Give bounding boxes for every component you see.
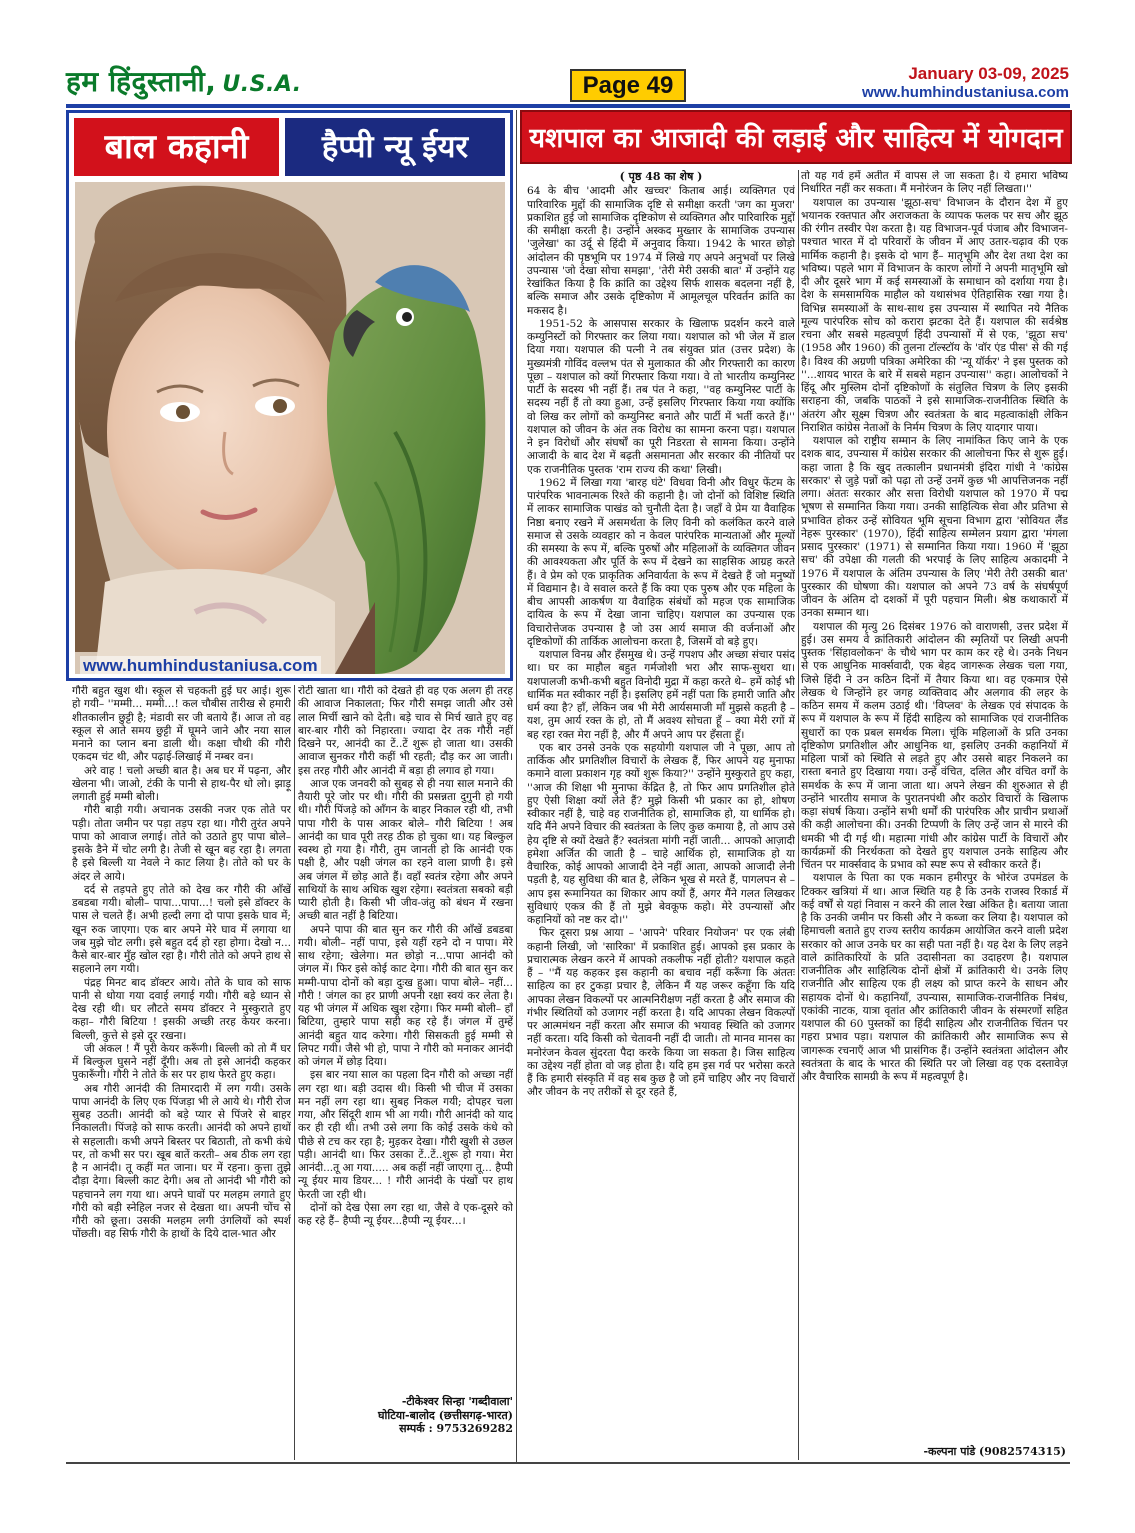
paragraph: इस बार नया साल का पहला दिन गौरी को अच्छा नहीं लग रहा था। बड़ी उदास थी। किसी भी चीज में उसका मन नहीं लग रहा था। सुबह निकल गयी; दोपहर चला गया, और सिंदूरी शाम भी आ गयी। गौरी आनंदी को याद कर ही रही थी। तभी उसे लगा कि कोई उसके कंधे को पीछे से टच कर रहा है; मुड़कर देखा। गौरी खुशी से उछल पड़ी। आनंदी था। फिर उसका टें..टें..शुरू हो गया। मेरा आनंदी...तू आ गया..... अब कहीं नहीं जाएगा तू... हैप्पी न्यू ईयर माय डियर... ! गौरी आनंदी के पंखों पर हाथ फेरती जा रही थी।: [298, 1069, 513, 1201]
author-name: -टीकेश्वर सिन्हा 'गब्दीवाला': [401, 1395, 513, 1408]
author-contact: सम्पर्क : 9753269282: [399, 1422, 513, 1435]
paragraph: आज एक जनवरी को सुबह से ही नया साल मनाने की तैयारी पूरे जोर पर थी। गौरी की प्रसन्नता दुगुनी हो गयी थी। गौरी पिंजड़े को आँगन के बाहर निकाल रही थी, तभी पापा गौरी के पास आकर बोले– गौरी बिटिया ! अब आनंदी का घाव पूरी तरह ठीक हो चुका था। यह बिल्कुल स्वस्थ हो गया है। गौरी, तुम जानती हो कि आनंदी एक पक्षी है, और पक्षी जंगल का रहने वाला प्राणी है। इसे अब जंगल में छोड़ आते हैं। वहाँ स्वतंत्र रहेगा और अपने साथियों के साथ अधिक खुश रहेगा। स्वतंत्रता सबको बड़ी प्यारी होती है। किसी भी जीव-जंतु को बंधन में रखना अच्छी बात नहीं है बिटिया।: [298, 777, 513, 923]
author-place: घोटिया-बालोद (छत्तीसगढ़-भारत): [378, 1408, 513, 1422]
photo-illustration: [75, 182, 505, 674]
site-url-link[interactable]: www.humhindustaniusa.com: [862, 84, 1069, 101]
masthead-divider: [66, 104, 1070, 108]
paragraph: 1951-52 के आसपास सरकार के खिलाफ प्रदर्शन करने वाले कम्युनिस्टों को गिरफ्तार कर लिया गया। यशपाल को भी जेल में डाल दिया गया। यशपाल की पत्नी ने तब संयुक्त प्रांत (उत्तर प्रदेश) के मुख्यमंत्री गोविंद वल्लभ पंत से मुलाकात की और गिरफ्तारी का कारण पूछा – यशपाल को क्यों गिरफ्तार किया गया। वे तो भारतीय कम्युनिस्ट पार्टी के सदस्य भी नहीं हैं। तब पंत ने कहा, ''वह कम्युनिस्ट पार्टी के सदस्य नहीं हैं तो क्या हुआ, उन्हें इसलिए गिरफ्तार किया गया क्योंकि वो लिख कर लोगों को कम्युनिस्ट बनाते और पार्टी में भर्ती करते हैं।'' यशपाल को जीवन के अंत तक विरोध का सामना करना पड़ा। यशपाल ने इन विरोधों और संघर्षों का पूरी निडरता से सामना किया। उन्होंने आजादी के बाद देश में बढ़ती असमानता और सरकार की नीतियों पर एक राजनीतिक पुस्तक 'राम राज्य की कथा' लिखी।: [527, 317, 795, 476]
paragraph: फिर दूसरा प्रश्न आया – 'आपने' परिवार नियोजन' पर एक लंबी कहानी लिखी, जो 'सारिका' में प्रकाशित हुई। आपको इस प्रकार के प्रचारात्मक लेखन करने में आपको तकलीफ नहीं होती? यशपाल कहते हैं – ''मैं यह कहकर इस कहानी का बचाव नहीं करूँगा कि अंततः साहित्य का हर टुकड़ा प्रचार है, लेकिन मैं यह जरूर कहूँगा कि यदि आपका लेखन विकल्पों पर आत्मनिरीक्षण नहीं करता है और समाज की गंभीर स्थितियों को उजागर नहीं करता है। यदि आपका लेखन विकल्पों पर आत्ममंथन नहीं करता और समाज की भयावह स्थिति को उजागर नहीं करता। यदि किसी को चेतावनी नहीं दी जाती। तो मानव मानस का मनोरंजन केवल सुंदरता पैदा करके किया जा सकता है। जिस साहित्य का उद्देश्य नहीं होता वो जड़ होता है। यदि हम इस गर्व पर भरोसा करते हैं कि हमारी संस्कृति में वह सब कुछ है जो हमें चाहिए और नए विचारों और जीवन के नए तरीकों से दूर रहते हैं,: [527, 927, 795, 1099]
story-category-title: बाल कहानी: [74, 118, 279, 176]
left-story-column-2: [298, 685, 513, 1385]
paragraph: अरे वाह ! चलो अच्छी बात है। अब घर में पढ़ना, और खेलना भी। जाओ, टंकी के पानी से हाथ-पैर धो लो। झाड़ू लगाती हुई मम्मी बोली।: [72, 764, 291, 803]
paragraph: तो यह गर्व हमें अतीत में वापस ले जा सकता है। ये हमारा भविष्य निर्धारित नहीं कर सकता। मैं मनोरंजन के लिए नहीं लिखता।'': [801, 170, 1068, 196]
photo-watermark-url: www.humhindustaniusa.com: [80, 656, 321, 676]
column-divider: [798, 170, 799, 1460]
child-with-parrot-photo: [75, 182, 505, 674]
paragraph: एक बार उनसे उनके एक सहयोगी यशपाल जी ने पूछा, आप तो तार्किक और प्रगतिशील विचारों के लेखक हैं, फिर आपने यह मुनाफा कमाने वाला प्रकाशन गृह क्यों शुरू किया?'' उन्होंने मुस्कुराते हुए कहा, ''आज की शिक्षा भी मुनाफा केंद्रित है, तो फिर आप प्रगतिशील होते हुए ऐसी शिक्षा क्यों लेते हैं? मुझे किसी भी प्रकार का हो, शोषण स्वीकार नहीं है, चाहे वह राजनीतिक हो, सामाजिक हो, या धार्मिक हो। यदि मैंने अपने विचार की स्वतंत्रता के लिए कुछ कमाया है, तो आप उसे हेय दृष्टि से क्यों देखते हैं? स्वतंत्रता मांगी नहीं जाती... आपको आज़ादी हमेशा अर्जित की जाती है – चाहे आर्थिक हो, सामाजिक हो या वैचारिक, कोई आपको आजादी देने नहीं आता, आपको आजादी लेनी पड़ती है, यह सुविधा की बात है, लेकिन भूख से मरते हैं, पागलपन से – आप इस रूमानियत का शिकार आप क्यों हैं, अगर मैंने गलत लिखकर सुविधाएं एकत्र की हैं तो मुझे बेवकूफ कहो। मेरे उपन्यासों और कहानियों को नष्ट कर दो।'': [527, 741, 795, 926]
paragraph: रोटी खाता था। गौरी को देखते ही वह एक अलग ही तरह की आवाज निकालता; फिर गौरी समझ जाती और उसे लाल मिर्ची खाने को देती। बड़े चाव से मिर्च खाते हुए वह बार-बार गौरी को निहारता। ज्यादा देर तक गौरी नहीं दिखने पर, आनंदी का टें..टें शुरू हो जाता था। उसकी आवाज सुनकर गौरी कहीं भी रहती; दौड़ कर आ जाती। इस तरह गौरी और आनंदी में बड़ा ही लगाव हो गया।: [298, 685, 513, 777]
article-title: यशपाल का आजादी की लड़ाई और साहित्य में योगदान: [520, 110, 1072, 164]
paragraph: दर्द से तड़पते हुए तोते को देख कर गौरी की आँखें डबडबा गयी। बोली– पापा...पापा...! चलो इसे डॉक्टर के पास ले चलते हैं। अभी हल्दी लगा दो पापा इसके घाव में; खून रुक जाएगा। एक बार अपने मेरे घाव में लगाया था जब मुझे चोट लगी। इसे बहुत दर्द हो रहा होगा। देखो न... कैसे बार-बार मुँह खोल रहा है। गौरी तोते को अपने हाथ से सहलाने लग गयी।: [72, 883, 291, 976]
paragraph: यशपाल की मृत्यु 26 दिसंबर 1976 को वाराणसी, उत्तर प्रदेश में हुई। उस समय वे क्रांतिकारी आंदोलन की स्मृतियों पर लिखी अपनी पुस्तक 'सिंहावलोकन' के चौथे भाग पर काम कर रहे थे। उनके निधन से एक आधुनिक मार्क्सवादी, एक बेहद जागरूक लेखक चला गया, जिसे हिंदी ने उन कठिन दिनों में तैयार किया था। वह एकमात्र ऐसे लेखक थे जिन्होंने हर जगह व्यक्तिवाद और अलगाव की लहर के कठिन समय में कलम उठाई थी। 'विप्लव' के लेखक एवं संपादक के रूप में यशपाल के रूप में हिंदी साहित्य को सामाजिक एवं राजनीतिक सुधारों का एक प्रबल समर्थक मिला। चूंकि महिलाओं के प्रति उनका दृष्टिकोण प्रगतिशील और आधुनिक था, इसलिए उनकी कहानियों में महिला पात्रों को स्थिति से लड़ते हुए और उससे बाहर निकलने का रास्ता बनाते हुए दिखाया गया। उन्हें वंचित, दलित और वंचित वर्गों के समर्थक के रूप में जाना जाता था। अपने लेखन की शुरुआत से ही उन्होंने भारतीय समाज के पुरातनपंथी और कठोर विचारों के खिलाफ कड़ा संघर्ष किया। उन्होंने सभी धर्मों की पारंपरिक और प्राचीन प्रथाओं की कड़ी आलोचना की। उनकी टिप्पणी के लिए उन्हें जान से मारने की धमकी भी दी गई थी। महात्मा गांधी और कांग्रेस पार्टी के विचारों और कार्यक्रमों की निरर्थकता को देखते हुए यशपाल उनके साहित्य और चिंतन पर मार्क्सवाद के प्रभाव को स्पष्ट रूप से स्वीकार करते हैं।: [801, 620, 1068, 871]
continued-from-note: ( पृष्ठ 48 का शेष ): [619, 170, 703, 183]
right-story-column-2: [801, 170, 1068, 1460]
left-story-author-block: [298, 1395, 513, 1455]
newspaper-title[interactable]: [66, 62, 302, 100]
paragraph: अपने पापा की बात सुन कर गौरी की आँखें डबडबा गयी। बोली– नहीं पापा, इसे यहीं रहने दो न पापा। मेरे साथ रहेगा; खेलेगा। मत छोड़ो न...पापा आनंदी को जंगल में। फिर इसे कोई काट देगा। गौरी की बात सुन कर मम्मी-पापा दोनों को बड़ा दुःख हुआ। पापा बोले– नहीं... गौरी ! जंगल का हर प्राणी अपनी रक्षा स्वयं कर लेता है। यह भी जंगल में अधिक खुश रहेगा। फिर मम्मी बोली– हाँ बिटिया, तुम्हारे पापा सही कह रहे हैं। जंगल में तुम्हें आनंदी बहुत याद करेगा। गौरी सिसकती हुई मम्मी से लिपट गयी। जैसे भी हो, पापा ने गौरी को मनाकर आनंदी को जंगल में छोड़ दिया।: [298, 923, 513, 1068]
page-number: Page 49: [570, 69, 686, 102]
paragraph: यशपाल का उपन्यास 'झूठा-सच' विभाजन के दौरान देश में हुए भयानक रक्तपात और अराजकता के व्यापक फलक पर सच और झूठ की रंगीन तस्वीर पेश करता है। यह विभाजन-पूर्व पंजाब और विभाजन-पश्चात भारत में दो परिवारों के जीवन में आए उतार-चढ़ाव की एक मार्मिक कहानी है। इसके दो भाग हैं– मातृभूमि और देश तथा देश का भविष्य। पहले भाग में विभाजन के कारण लोगों ने अपनी मातृभूमि खो दी और दूसरे भाग में कई समस्याओं के समाधान को दर्शाया गया है। देश के समसामयिक माहौल को यथासंभव ऐतिहासिक रखा गया है। विभिन्न समस्याओं के साथ-साथ इस उपन्यास में स्थापित नये नैतिक मूल्य पारंपरिक सोच को करारा झटका देते हैं। यशपाल की सर्वश्रेष्ठ रचना और सबसे महत्वपूर्ण हिंदी उपन्यासों में से एक, 'झूठा सच' (1958 और 1960) की तुलना टॉल्स्टॉय के 'वॉर एंड पीस' से की गई है। विश्व की अग्रणी पत्रिका अमेरिका की 'न्यू यॉर्कर' ने इस पुस्तक को ''...शायद भारत के बारे में सबसे महान उपन्यास'' कहा। आलोचकों ने हिंदू और मुस्लिम दोनों दृष्टिकोणों के संतुलित चित्रण के लिए इसकी सराहना की, जबकि पाठकों ने इसे सामाजिक-राजनीतिक स्थिति के अंतरंग और सूक्ष्म चित्रण और स्वतंत्रता के बाद महत्वाकांक्षी लेकिन निराशित कांग्रेस नेताओं के निर्मम चित्रण के लिए यादगार पाया।: [801, 196, 1068, 434]
paragraph: यशपाल को राष्ट्रीय सम्मान के लिए नामांकित किए जाने के एक दशक बाद, उपन्यास में कांग्रेस सरकार की आलोचना फिर से शुरू हुई। कहा जाता है कि खुद तत्कालीन प्रधानमंत्री इंदिरा गांधी ने 'कांग्रेस सरकार' से जुड़े पन्नों को पढ़ा तो उन्हें उनमें कुछ भी आपत्तिजनक नहीं लगा। अंततः सरकार और सत्ता विरोधी यशपाल को 1970 में पद्म भूषण से सम्मानित किया गया। उनकी साहित्यिक सेवा और प्रतिभा से प्रभावित होकर उन्हें सोवियत भूमि सूचना विभाग द्वारा 'सोवियत लैंड नेहरू पुरस्कार' (1970), हिंदी साहित्य सम्मेलन प्रयाग द्वारा 'मंगला प्रसाद पुरस्कार' (1971) से सम्मानित किया गया। 1960 में 'झूठा सच' की उपेक्षा की गलती की भरपाई के लिए साहित्य अकादमी ने 1976 में यशपाल के अंतिम उपन्यास के लिए 'मेरी तेरी उसकी बात' पुरस्कार की घोषणा की। यशपाल को अपने 73 वर्ष के संघर्षपूर्ण जीवन के अंतिम दो दशकों में पूरी पहचान मिली। श्रेष्ठ कथाकारों में उनका सम्मान था।: [801, 435, 1068, 620]
paragraph: 1962 में लिखा गया 'बारह घंटे' विधवा विनी और विधुर फेंटम के पारंपरिक भावनात्मक रिश्ते की कहानी है। जो दोनों को विशिष्ट स्थिति में लाकर सामाजिक पाखंड को चुनौती देता है। जहाँ वे प्रेम या वैवाहिक निष्ठा बनाए रखने में असमर्थता के लिए विनी को कलंकित करने वाले समाज से उसके व्यवहार को न केवल पारंपरिक मान्यताओं और मूल्यों की समस्या के रूप में, बल्कि पुरुषों और महिलाओं के व्यक्तिगत जीवन की आवश्यकता और पूर्ति के रूप में देखने का साहसिक आग्रह करते हैं। वे प्रेम को एक प्राकृतिक अनिवार्यता के रूप में देखते हैं जो मनुष्यों में विद्यमान है। वे सवाल करते हैं कि क्या एक पुरुष और एक महिला के बीच आपसी आकर्षण या वैवाहिक संबंधों को महज एक सामाजिक दायित्व के रूप में देखा जाना चाहिए। यशपाल का उपन्यास एक विचारोत्तेजक उपन्यास है जो उस आर्य समाज की वर्जनाओं और दृष्टिकोणों की तार्किक आलोचना करता है, जिसमें वो बड़े हुए।: [527, 476, 795, 648]
newspaper-title-suffix: U.S.A.: [222, 72, 302, 97]
paragraph: यशपाल विनम्र और हँसमुख थे। उन्हें गपशप और अच्छा संचार पसंद था। घर का माहौल बहुत गर्मजोशी भरा और साफ-सुथरा था। यशपालजी कभी-कभी बहुत विनोदी मुद्रा में कहा करते थे– हमें कोई भी धार्मिक मत स्वीकार नहीं है। इसलिए हमें नहीं पता कि हमारी जाति और धर्म क्या है? हाँ, लेकिन जब भी मेरी आर्यसमाजी माँ मुझसे कहती है – यश, तुम आर्य रक्त के हो, तो मैं अवश्य सोचता हूँ – क्या मेरी रगों में बह रहा रक्त मेरा नहीं है, और मैं अपने आप पर हँसता हूँ।: [527, 649, 795, 741]
story-title: हैप्पी न्यू ईयर: [285, 118, 505, 176]
paragraph: गौरी बाड़ी गयी। अचानक उसकी नजर एक तोते पर पड़ी। तोता जमीन पर पड़ा तड़प रहा था। गौरी तुरंत अपने पापा को आवाज लगाई। तोते को उठाते हुए पापा बोले– इसके डैने में चोट लगी है। तेजी से खून बह रहा है। लगता है इसे बिल्ली या नेवले ने काट लिया है। तोते को घर के अंदर ले आये।: [72, 804, 291, 883]
right-story-author: -कल्पना पांडे (9082574315): [923, 1445, 1066, 1458]
paragraph: गौरी बहुत खुश थी। स्कूल से चहकती हुई घर आई। शुरू हो गयी– ''मम्मी... मम्मी...! कल चौबीस तारीख से हमारी शीतकालीन छुट्टी है; मंडावी सर जी बताये हैं। आज तो वह स्कूल से आते समय छुट्टी में घूमने जाने और नया साल मनाने का प्लान बना डाली थी। कक्षा चौथी की गौरी एकदम चंट थी, और पढ़ाई-लिखाई में नम्बर वन।: [72, 685, 291, 764]
paragraph: 64 के बीच 'आदमी और खच्चर' किताब आई। व्यक्तिगत एवं पारिवारिक मुद्दों की सामाजिक दृष्टि से समीक्षा करती 'जग का मुजरा' प्रकाशित हुई जो सामाजिक दृष्टिकोण से व्यक्तिगत और पारिवारिक मुद्दों की समीक्षा करती है। उन्होंने अस्कद मुख्तार के सामाजिक उपन्यास 'जुलेखा' का उर्दू से हिंदी में अनुवाद किया। 1942 के भारत छोड़ो आंदोलन की पृष्ठभूमि पर 1974 में लिखे गए अपने अनुभवों पर लिखे उपन्यास 'जो देखा सोचा समझा', 'तेरी मेरी उसकी बात' में उन्होंने यह रेखांकित किया है कि क्रांति का उद्देश्य सिर्फ शासक बदलना नहीं है, बल्कि समाज और उसके दृष्टिकोण में आमूलचूल परिवर्तन क्रांति का मकसद है।: [527, 185, 795, 317]
column-divider: [294, 685, 295, 1460]
paragraph: दोनों को देख ऐसा लग रहा था, जैसे वे एक-दूसरे को कह रहे हैं– हैप्पी न्यू ईयर...हैप्पी न्यू ईयर...।: [298, 1201, 513, 1227]
newspaper-title-text: हम हिंदुस्तानी,: [66, 65, 217, 98]
paragraph: यशपाल के पिता का एक मकान हमीरपुर के भोरंज उपमंडल के टिक्कर खत्रियां में था। आज स्थिति यह है कि उनके राजस्व रिकार्ड में कई वर्षों से यहां निवास न करने की लाल रेखा अंकित है। बताया जाता है कि उनकी जमीन पर किसी और ने कब्जा कर लिया है। यशपाल को हिमाचली बताते हुए राज्य स्तरीय कार्यक्रम आयोजित करने वाली प्रदेश सरकार को आज उनके घर का सही पता नहीं है। यह देश के लिए लड़ने वाले क्रांतिकारियों के प्रति उदासीनता का उदाहरण है। यशपाल राजनीतिक और साहित्यिक दोनों क्षेत्रों में क्रांतिकारी थे। उनके लिए राजनीति और साहित्य एक ही लक्ष्य को प्राप्त करने के साधन और सहायक दोनों थे। कहानियाँ, उपन्यास, सामाजिक-राजनीतिक निबंध, एकांकी नाटक, यात्रा वृतांत और क्रांतिकारी जीवन के संस्मरणों सहित यशपाल की 60 पुस्तकों का हिंदी साहित्य और राजनीतिक चिंतन पर गहरा प्रभाव पड़ा। यशपाल की क्रांतिकारी और सामाजिक रूप से जागरूक रचनाएँ आज भी प्रासंगिक हैं। उन्होंने स्वतंत्रता आंदोलन और स्वतंत्रता के बाद के भारत की स्थिति पर जो लिखा वह एक दस्तावेज़ और वैचारिक सामग्री के रूप में महत्वपूर्ण है।: [801, 872, 1068, 1083]
left-story-column-1: [72, 685, 291, 1485]
issue-date: January 03-09, 2025: [908, 64, 1069, 83]
story-divider: [516, 110, 517, 1462]
paragraph: अब गौरी आनंदी की तिमारदारी में लग गयी। उसके पापा आनंदी के लिए एक पिंजड़ा भी ले आये थे। गौरी रोज सुबह उठती। आनंदी को बड़े प्यार से पिंजरे से बाहर निकालती। पिंजड़े को साफ करती। आनंदी को अपने हाथों से सहलाती। कभी अपने बिस्तर पर बिठाती, तो कभी कंधे पर, तो कभी सर पर। खूब बातें करती– अब ठीक लग रहा है न आनंदी। तू कहीं मत जाना। घर में रहना। कुत्ता तुझे दौड़ा देगा। बिल्ली काट देगी। अब तो आनंदी भी गौरी को पहचानने लग गया था। अपने घावों पर मलहम लगाते हुए गौरी को बड़ी स्नेहिल नजर से देखता था। अपनी चोंच से गौरी को छूता। उसकी मलहम लगी उंगलियों को स्पर्श पोंछती। वह सिर्फ गौरी के हाथों के दिये दाल-भात और: [72, 1082, 291, 1241]
masthead: [0, 0, 1135, 104]
paragraph: पंद्रह मिनट बाद डॉक्टर आये। तोते के घाव को साफ पानी से धोया गया दवाई लगाई गयी। गौरी बड़े ध्यान से देख रही थी। घर लौटते समय डॉक्टर ने मुस्कुराते हुए कहा– गौरी बिटिया ! इसकी अच्छी तरह केयर करना। बिल्ली, कुत्ते से इसे दूर रखना।: [72, 976, 291, 1042]
page-bottom-rule: [66, 1462, 1070, 1464]
right-story-column-1: [527, 170, 795, 1455]
paragraph: जी अंकल ! मैं पूरी केयर करूँगी। बिल्ली को तो मैं घर में बिल्कुल घुसने नहीं दूँगी। अब तो इसे आनंदी कहकर पुकारूँगी। गौरी ने तोते के सर पर हाथ फेरते हुए कहा।: [72, 1042, 291, 1082]
